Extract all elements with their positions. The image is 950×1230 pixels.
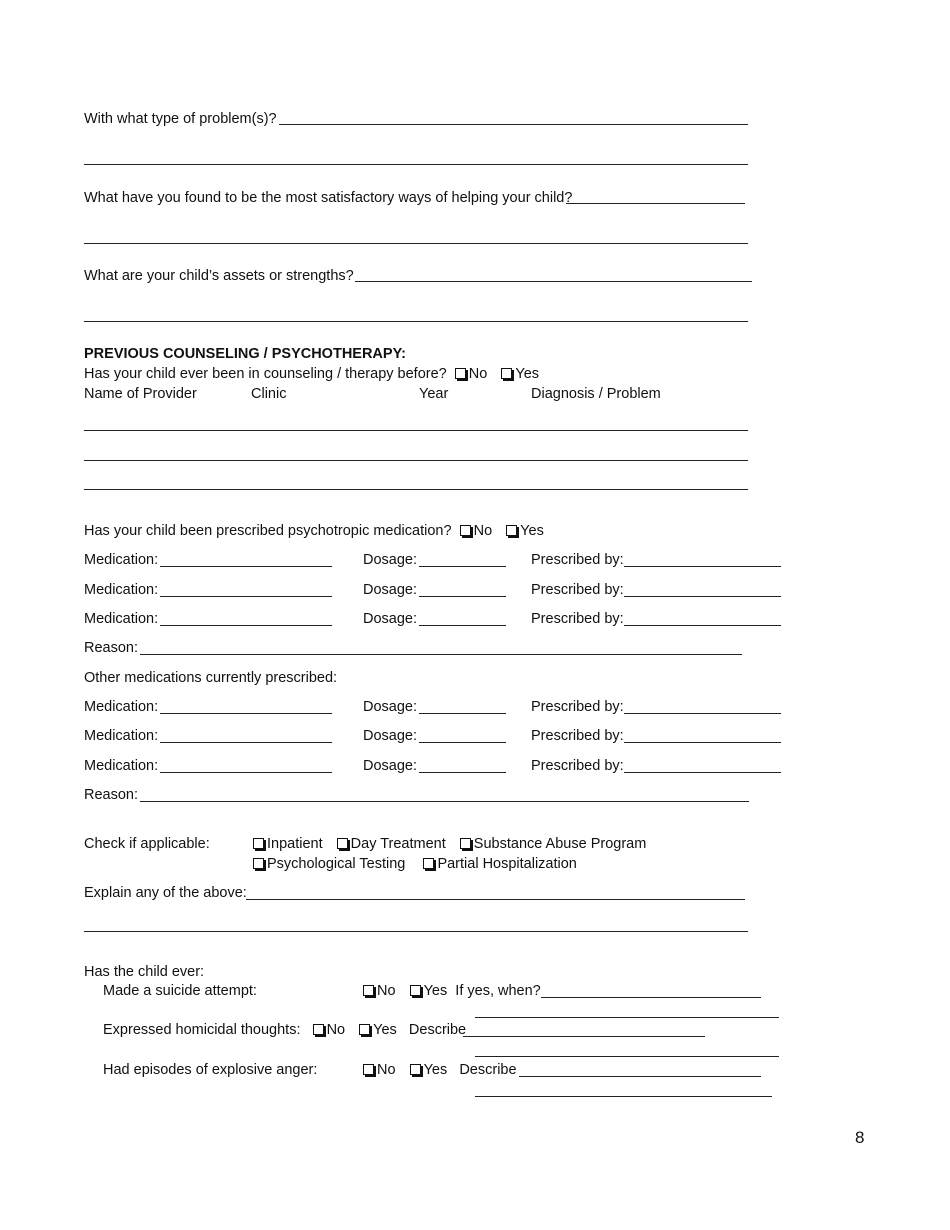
assets-line-2[interactable] bbox=[84, 321, 748, 322]
medication-field[interactable] bbox=[160, 596, 332, 597]
ever-heading: Has the child ever: bbox=[84, 964, 205, 980]
dosage-field[interactable] bbox=[419, 596, 506, 597]
psychotropic-question bbox=[84, 522, 544, 540]
day-treatment-checkbox[interactable] bbox=[337, 838, 348, 849]
substance-abuse-checkbox[interactable] bbox=[460, 838, 471, 849]
dosage-field[interactable] bbox=[419, 742, 506, 743]
provider-line-1[interactable] bbox=[84, 430, 748, 431]
anger-label: Had episodes of explosive anger: bbox=[103, 1062, 318, 1078]
prescribed-by-label: Prescribed by: bbox=[531, 758, 624, 774]
explain-field-2[interactable] bbox=[84, 931, 748, 932]
medication-label: Medication: bbox=[84, 728, 159, 744]
satisfactory-line-1[interactable] bbox=[566, 203, 745, 204]
dosage-field[interactable] bbox=[419, 625, 506, 626]
satisfactory-question: What have you found to be the most satisfactory ways of helping your child? bbox=[84, 190, 573, 206]
psychotropic-no-checkbox[interactable] bbox=[460, 525, 471, 536]
previous-counseling-heading: PREVIOUS COUNSELING / PSYCHOTHERAPY: bbox=[84, 346, 406, 362]
prescribed-by-label: Prescribed by: bbox=[531, 728, 624, 744]
medication-label: Medication: bbox=[84, 611, 159, 627]
homicidal-yes-label: Yes bbox=[373, 1022, 397, 1038]
suicide-yes-label: Yes bbox=[423, 983, 448, 999]
medication-field[interactable] bbox=[160, 742, 332, 743]
if-yes-when-label: If yes, when? bbox=[455, 983, 541, 999]
anger-no-checkbox[interactable] bbox=[363, 1064, 374, 1075]
psychotropic-no-label: No bbox=[473, 523, 493, 539]
prescribed-by-label: Prescribed by: bbox=[531, 582, 624, 598]
reason-field[interactable] bbox=[140, 801, 749, 802]
applicable-options-row-2 bbox=[253, 855, 577, 873]
homicidal-row bbox=[103, 1021, 466, 1039]
col-year: Year bbox=[419, 386, 449, 402]
psych-testing-checkbox[interactable] bbox=[253, 858, 264, 869]
problems-question: With what type of problem(s)? bbox=[84, 111, 277, 127]
col-clinic: Clinic bbox=[251, 386, 287, 402]
prescribed-by-field[interactable] bbox=[624, 713, 781, 714]
homicidal-describe-field[interactable] bbox=[463, 1036, 705, 1037]
day-treatment-label: Day Treatment bbox=[350, 836, 446, 852]
suicide-when-field-2[interactable] bbox=[475, 1017, 779, 1018]
dosage-field[interactable] bbox=[419, 566, 506, 567]
counseling-no-checkbox[interactable] bbox=[455, 368, 466, 379]
prescribed-by-label: Prescribed by: bbox=[531, 699, 624, 715]
homicidal-no-label: No bbox=[326, 1022, 346, 1038]
reason-label: Reason: bbox=[84, 640, 139, 656]
homicidal-describe-label: Describe bbox=[408, 1022, 467, 1038]
prescribed-by-field[interactable] bbox=[624, 742, 781, 743]
suicide-when-field[interactable] bbox=[541, 997, 761, 998]
counseling-yes-label: Yes bbox=[515, 366, 540, 382]
dosage-label: Dosage: bbox=[363, 611, 418, 627]
psychotropic-yes-checkbox[interactable] bbox=[506, 525, 517, 536]
problems-line-2[interactable] bbox=[84, 164, 748, 165]
homicidal-describe-field-2[interactable] bbox=[475, 1056, 779, 1057]
assets-line-1[interactable] bbox=[355, 281, 752, 282]
applicable-options-row-1 bbox=[253, 835, 646, 853]
dosage-label: Dosage: bbox=[363, 728, 418, 744]
anger-yes-checkbox[interactable] bbox=[410, 1064, 421, 1075]
partial-hospitalization-checkbox[interactable] bbox=[423, 858, 434, 869]
other-medications-label: Other medications currently prescribed: bbox=[84, 670, 338, 686]
counseling-no-label: No bbox=[468, 366, 488, 382]
suicide-yes-checkbox[interactable] bbox=[410, 985, 421, 996]
prescribed-by-field[interactable] bbox=[624, 596, 781, 597]
medication-field[interactable] bbox=[160, 772, 332, 773]
counseling-question bbox=[84, 365, 539, 383]
dosage-label: Dosage: bbox=[363, 582, 418, 598]
inpatient-label: Inpatient bbox=[267, 836, 323, 852]
reason-label: Reason: bbox=[84, 787, 139, 803]
psychotropic-yes-label: Yes bbox=[520, 523, 544, 539]
substance-abuse-label: Substance Abuse Program bbox=[473, 836, 647, 852]
suicide-no-checkbox[interactable] bbox=[363, 985, 374, 996]
reason-field[interactable] bbox=[140, 654, 742, 655]
medication-label: Medication: bbox=[84, 699, 159, 715]
col-diagnosis: Diagnosis / Problem bbox=[531, 386, 661, 402]
provider-line-3[interactable] bbox=[84, 489, 748, 490]
medication-field[interactable] bbox=[160, 625, 332, 626]
explain-label: Explain any of the above: bbox=[84, 885, 247, 901]
suicide-options bbox=[363, 982, 541, 1000]
medication-label: Medication: bbox=[84, 552, 159, 568]
medication-label: Medication: bbox=[84, 582, 159, 598]
counseling-yes-checkbox[interactable] bbox=[501, 368, 512, 379]
homicidal-no-checkbox[interactable] bbox=[313, 1024, 324, 1035]
anger-options bbox=[363, 1061, 517, 1079]
anger-describe-field-2[interactable] bbox=[475, 1096, 772, 1097]
medication-label: Medication: bbox=[84, 758, 159, 774]
suicide-no-label: No bbox=[377, 983, 396, 999]
anger-no-label: No bbox=[377, 1062, 396, 1078]
dosage-field[interactable] bbox=[419, 772, 506, 773]
applicable-label: Check if applicable: bbox=[84, 836, 210, 852]
prescribed-by-label: Prescribed by: bbox=[531, 552, 624, 568]
anger-describe-field[interactable] bbox=[519, 1076, 761, 1077]
anger-describe-label: Describe bbox=[459, 1062, 517, 1078]
counseling-question-text: Has your child ever been in counseling / therapy before? bbox=[84, 366, 447, 382]
explain-field-1[interactable] bbox=[246, 899, 745, 900]
dosage-label: Dosage: bbox=[363, 699, 418, 715]
problems-line-1[interactable] bbox=[279, 124, 748, 125]
psychotropic-question-text: Has your child been prescribed psychotropic medication? bbox=[84, 523, 452, 539]
dosage-field[interactable] bbox=[419, 713, 506, 714]
page-number: 8 bbox=[855, 1128, 865, 1147]
homicidal-label: Expressed homicidal thoughts: bbox=[103, 1022, 301, 1038]
inpatient-checkbox[interactable] bbox=[253, 838, 264, 849]
satisfactory-line-2[interactable] bbox=[84, 243, 748, 244]
prescribed-by-field[interactable] bbox=[624, 566, 781, 567]
suicide-label: Made a suicide attempt: bbox=[103, 983, 257, 999]
medication-field[interactable] bbox=[160, 566, 332, 567]
assets-question: What are your child’s assets or strengths? bbox=[84, 268, 354, 284]
anger-yes-label: Yes bbox=[423, 1062, 448, 1078]
partial-hospitalization-label: Partial Hospitalization bbox=[437, 856, 577, 872]
prescribed-by-field[interactable] bbox=[624, 772, 781, 773]
prescribed-by-field[interactable] bbox=[624, 625, 781, 626]
homicidal-yes-checkbox[interactable] bbox=[359, 1024, 370, 1035]
col-provider: Name of Provider bbox=[84, 386, 197, 402]
provider-line-2[interactable] bbox=[84, 460, 748, 461]
dosage-label: Dosage: bbox=[363, 758, 418, 774]
dosage-label: Dosage: bbox=[363, 552, 418, 568]
prescribed-by-label: Prescribed by: bbox=[531, 611, 624, 627]
medication-field[interactable] bbox=[160, 713, 332, 714]
psych-testing-label: Psychological Testing bbox=[267, 856, 406, 872]
